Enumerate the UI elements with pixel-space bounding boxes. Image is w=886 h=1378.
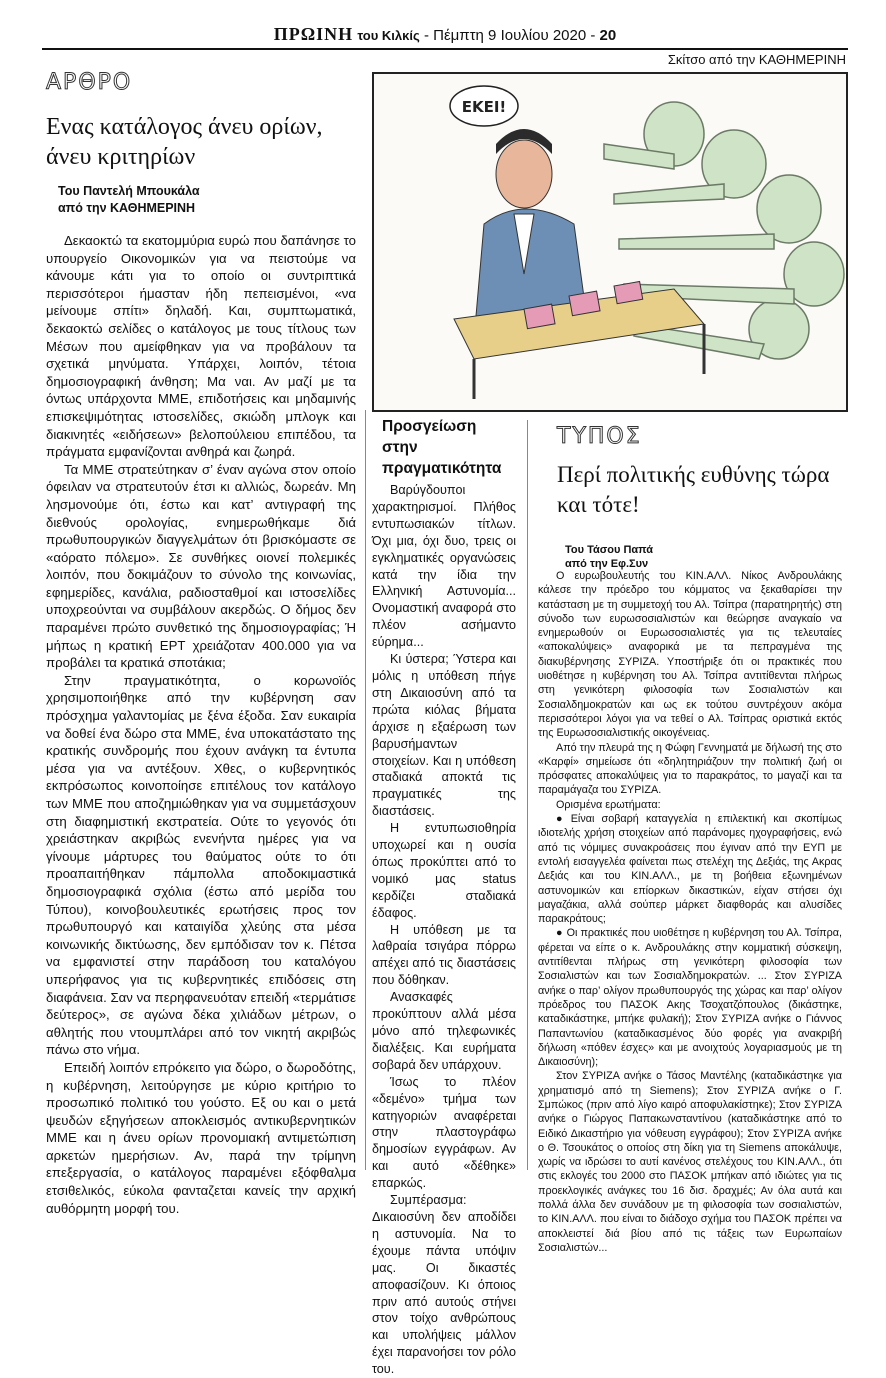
title-line3: πραγματικότητα — [382, 460, 502, 477]
column-divider-2 — [527, 420, 528, 1170]
headline-line1: Ενας κατάλογος άνευ ορίων, — [46, 114, 323, 140]
speech-text: ΕΚΕΙ! — [461, 98, 507, 116]
byline-source: από την Εφ.Συν — [565, 558, 649, 570]
byline-author: Του Τάσου Παπά — [565, 544, 654, 556]
article2-title — [382, 416, 522, 479]
byline-article1 — [58, 183, 200, 217]
article3-paragraph: Από την πλευρά της η Φώφη Γεννηματά με δήλωσή της στο «Καρφί» σημείωσε ότι «δηλητηριάζουν την πολιτική ζωή οι πρόσφατες αποκαλύψεις για το παρακράτος, το μαγαζί και τα παραμάγαζα του ΣΥΡΙΖΑ. — [538, 741, 842, 797]
article1-paragraph: Στην πραγματικότητα, ο κορωνοϊός χρησιμοποιήθηκε από την κυβέρνηση σαν πρόσχημα γαλαντομίας με ξένα έξοδα. Σαν ευκαιρία να δοθεί ένα δώρο στα ΜΜΕ, ένα υποκατάστατο της κρατικής συνδρομής που έχουν ανάγκη τα έντυπα μέσα για να αντέξουν. Χθες, ο κυβερνητικός εκπρόσωπος κοινοποίησε επιτέλους τον κατάλογο των ΜΜΕ που αποζημιώθηκαν για να συμμετάσχουν στη διαφημιστική εκστρατεία. Ούτε το γεγονός ότι χρειάστηκαν ακριβώς ενενήντα ημέρες για να γίνουμε μάρτυρες του θαύματος ούτε το ότι προαπαιτήθηκαν πάμπολλα αποδοκιμαστικά δημοσιογραφικά σχόλια (έστω από μερίδα του Τύπου), κοινοβουλευτικές ερωτήσεις προς τον πρωθυπουργό και καταιγίδα χλεύης στα μέσα κοινωνικής δικτύωσης, δεν εμπόδισαν τον κ. Πέτσα να εμφανιστεί στην παράδοση του καταλόγου υπερήφανος για τις κυβερνητικές επιδόσεις στη διαφάνεια. Σαν να περηφανευόταν επειδή «τερμάτισε δεύτερος», σε αγώνα δέκα χιλιάδων μέτρων, ο αθλητής που ντουμπλάρει από τον νικητή ακριβώς πάνω στο νήμα. — [46, 672, 356, 1058]
byline-author: Του Παντελή Μπουκάλα — [58, 184, 200, 198]
title-line2: στην — [382, 439, 418, 456]
headline-line1: Περί πολιτικής ευθύνης τώρα — [557, 462, 830, 487]
article1-paragraph: Τα ΜΜΕ στρατεύτηκαν σ’ έναν αγώνα στον οποίο όφειλαν να στρατευτούν έτσι κι αλλιώς, δωρεάν. Μη λησμονούμε ότι, έστω και κατ’ αντιγραφή της διεθνούς ορολογίας, ενημερωθήκαμε διά πρωθυπουργικών διαγγελμάτων ότι βρισκόμαστε σε «αόρατο πόλεμο». Σε συνθήκες οιονεί πολεμικές λοιπόν, που δοκιμάζουν το σύνολο της κοινωνίας, εφημερίδες, κανάλια, ραδιοσταθμοί και ιστοσελίδες υποχρεούνται να συμβάλουν ακερδώς. Ο δήμος δεν παραμένει πρώτο συνθετικό της δημοσιογραφίας; Ή μήπως η κρατική ΕΡΤ χρειάζοταν 400.000 για να προβάλει τα κρατικά σποτάκια; — [46, 461, 356, 671]
issue-date: - Πέμπτη 9 Ιουλίου 2020 - — [419, 27, 600, 44]
article1-body — [46, 232, 356, 1217]
article2-paragraph: Ανασκαφές προκύπτουν αλλά μέσα μόνο από τηλεφωνικές διαλέξεις. Και ευρήματα σοβαρά δεν υπάρχουν. — [372, 990, 516, 1072]
byline-source: από την ΚΑΘΗΜΕΡΙΝΗ — [58, 201, 196, 215]
article2-paragraph: Βαρύγδουποι χαρακτηρισμοί. Πλήθος εντυπωσιακών τίτλων. Όχι μια, όχι δυο, τρεις οι εγκληματικές οργανώσεις κατά την ίδια την Ελληνική Αστυνομία... Ονομαστική αναφορά στο πλέον ασήμαντο εύρημα... — [372, 483, 516, 650]
newspaper-brand: ΠΡΩΙΝΗ — [273, 24, 354, 44]
section-label-article: ΑΡΘΡΟ — [46, 70, 133, 95]
headline-line2: άνευ κριτηρίων — [46, 144, 196, 170]
article2-paragraph: Συμπέρασμα: Δικαιοσύνη δεν αποδίδει η αστυνομία. Να το έχουμε πάντα υπόψιν μας. Οι δικαστές αποφασίζουν. Κι όποιος πριν από αυτούς στήνει στον τοίχο ανθρώπους και υπολήψεις μάλλον έχει παρανοήσει τον ρόλο του. — [372, 1193, 516, 1377]
article3-bullet: ● Είναι σοβαρή καταγγελία η επιλεκτική και σκοπίμως ιδιοτελής χρήση στοιχείων από παράνομες ηχογραφήσεις, ενώ από τις νόμιμες συνακροάσεις που έγιναν από την ΕΥΠ με εντολή εισαγγελέα φαίνεται πως στελέχη της Δεξιάς, της Ακρας Δεξιάς και του ΚΙΝ.ΑΛΛ., με τη βοήθεια εξωνημένων αστυνομικών και επίορκων δικαστικών, είχαν στήσει όχι μαγαζάκια, αλλά σούπερ μάρκετ διαφθοράς και αλυσίδες παρακράτους; — [538, 812, 842, 926]
column-divider — [365, 410, 366, 1170]
section-label-press: ΤΥΠΟΣ — [557, 424, 642, 449]
article3-paragraph: Ορισμένα ερωτήματα: — [556, 798, 661, 811]
article2-paragraph: Η υπόθεση με τα λαθραία τσιγάρα πόρρω απέχει από τις διαστάσεις που δόθηκαν. — [372, 922, 516, 988]
headline-article3 — [557, 460, 847, 520]
page-number: 20 — [599, 27, 617, 44]
article2-paragraph: Ίσως το πλέον «δεμένο» τμήμα των κατηγοριών αναφέρεται στην πλαστογράφω δημοσίων εγγράφων. Αν και αυτό «δέθηκε» επαρκώς. — [372, 1074, 516, 1191]
article2-paragraph: Κι ύστερα; Ύστερα και μόλις η υπόθεση πήγε στη Δικαιοσύνη από τα πρώτα κιόλας βήματα άρχισε η εξαέρωση των βαρυσήμαντων στοιχείων. Και η υπόθεση σταδιακά αποκτά τις πραγματικές της διαστάσεις. — [372, 652, 516, 819]
masthead — [42, 22, 848, 50]
article2-paragraph: Η εντυπωσιοθηρία υποχωρεί και η ουσία όπως προκύπτει από το νομικό μας status κερδίζει σταδιακά έδαφος. — [372, 821, 516, 920]
headline-article1 — [46, 112, 356, 172]
article3-bullet: ● Οι πρακτικές που υιοθέτησε η κυβέρνηση του Αλ. Τσίπρα, φέρεται να είπε ο κ. Ανδρουλάκης στην κομματική σύσκεψη, αντιτίθενται πλήρως στη γενικότερη φιλοσοφία των Σοσιαλιστών και των Σοσιαλδημοκρατών. ... Στον ΣΥΡΙΖΑ ανήκε ο παρ’ ολίγον πρωθυπουργός της χώρας και παρ’ ολίγον πρόεδρος του ΠΑΣΟΚ Ακης Τσοχατζόπουλος (δικάστηκε, καταδικάστηκε, μπήκε φυλακή); Στον ΣΥΡΙΖΑ ανήκε ο Γιάννος Παπαντωνίου (καταδικασμένος δύο φορές για ανακριβή δήλωση «πόθεν έσχες» και με ανοιχτούς λογαριασμούς με τη Δικαιοσύνη); — [538, 926, 842, 1069]
article3-paragraph: Στον ΣΥΡΙΖΑ ανήκε ο Τάσος Μαντέλης (καταδικάστηκε για χρηματισμό από τη Siemens); Στον ΣΥΡΙΖΑ ανήκε ο Γ. Σμπώκος (πριν από λίγο καιρό αποφυλακίστηκε); Στον ΣΥΡΙΖΑ ανήκε ο Γιώργος Παπακωνσταντίνου (καταδικάστηκε από το Ειδικό Δικαστήριο για νόθευση εγγράφου); Στον ΣΥΡΙΖΑ ανήκε ο Θ. Τσουκάτος ο οποίος στη δίκη για τη Siemens αποκάλυψε, χωρίς να ιδρώσει το αυτί κανένος στελέχους του ΚΙΝ.ΑΛΛ., ότι στις εκλογές του 2000 στο ΠΑΣΟΚ μπήκαν από ιδιώτες για τις προεκλογικές ανάγκες του 16 δισ. δραχμές; Αν όλα αυτά και πολλά άλλα δεν συνάδουν με τη φιλοσοφία των σοσιαλιστών, το ΚΙΝ.ΑΛΛ. που είναι το διάδοχο σχήμα του ΠΑΣΟΚ πρέπει να αποκλειστεί διά βίου από τις τάξεις των Ευρωπαίων Σοσιαλιστών... — [538, 1070, 842, 1254]
cartoon-illustration — [372, 72, 848, 412]
article1-paragraph: Επειδή λοιπόν επρόκειτο για δώρο, ο δωροδότης, η κυβέρνηση, λειτούργησε με κύριο κριτήριο το προσωπικό πολιτικό του γούστο. Εξ ου και ο μετά ψευδών εξηγήσεων αποκλεισμός αντικυβερνητικών ΜΜΕ και η άνευ ορίων προνομιακή αντιμετώπιση αρκετών ημερήσιων. Αν, παρά την τρίμηνη επεξεργασία, ο κατάλογος παραμένει εξόφθαλμα ετσιθελικός, εύκολα φανταζεται κανείς την αρχική αυθόρμητη μορφή του. — [46, 1059, 356, 1216]
article2-body — [372, 482, 516, 1378]
headline-line2: και τότε! — [557, 492, 640, 517]
cartoon-drawing — [374, 74, 846, 410]
article3-paragraph: Ο ευρωβουλευτής του ΚΙΝ.ΑΛΛ. Νίκος Ανδρουλάκης κάλεσε την πρόεδρο του κόμματος να ξεκαθαρίσει την κατάσταση με τη συμμετοχή του Αλ. Τσίπρα (παρατηρητής) στη σύνοδο των ευρωσοσιαλιστών και θεώρησε αναγκαίο να ενημερωθούν οι Ευρωσοσιαλιστές για τις τελευταίες «αποκαλύψεις» αναφορικά με τα πεπραγμένα της διακυβέρνησης ΣΥΡΙΖΑ. Υποστήριξε ότι οι πρακτικές που υιοθέτησε η κυβέρνηση του Αλ. Τσίπρα αντιτίθενται πλήρως στη γενικότερη φιλοσοφία των Σοσιαλιστών και Σοσιαλδημοκρατών και ως εκ τούτου συντρέχουν ακόμα περισσότεροι λόγοι για να τεθεί ο Αλ. Τσίπρας οριστικά εκτός της Ευρωσοσιαλιστικής οικογένειας. — [538, 570, 842, 740]
article3-body — [538, 569, 842, 1255]
newspaper-sub: του Κιλκίς — [357, 28, 420, 43]
article1-paragraph: Δεκαοκτώ τα εκατομμύρια ευρώ που δαπάνησε το υπουργείο Οικονομικών για να πειστούμε να κάνουμε κάτι για το οποίο οι συντριπτικά περισσότεροι ήμασταν ήδη πεπεισμένοι, «να μείνουμε σπίτι» δηλαδή. Και, συμπτωματικά, δεκαοκτώ σελίδες ο κατάλογος με τους τίτλους των Μέσων που αμείφθηκαν για να προβάλουν τα σχετικά μηνύματα. Υπάρχει, λοιπόν, τέτοια δημοσιογραφική άνθηση; Μα ναι. Αν μαζί με τα όντως υπάρχοντα ΜΜΕ, επιδοτήσεις και μηδαμινής επισκεψιμότητας ιστοσελίδες, σκιώδη μπλογκ και διακινητές «ειδήσεων» βελοπούλειου επιπέδου, τα πράγματα εμφανίζονται ανθηρά και ζωηρά. — [46, 233, 356, 460]
byline-article3 — [565, 543, 653, 571]
cartoon-caption: Σκίτσο από την ΚΑΘΗΜΕΡΙΝΗ — [667, 52, 846, 67]
title-line1: Προσγείωση — [382, 418, 477, 435]
